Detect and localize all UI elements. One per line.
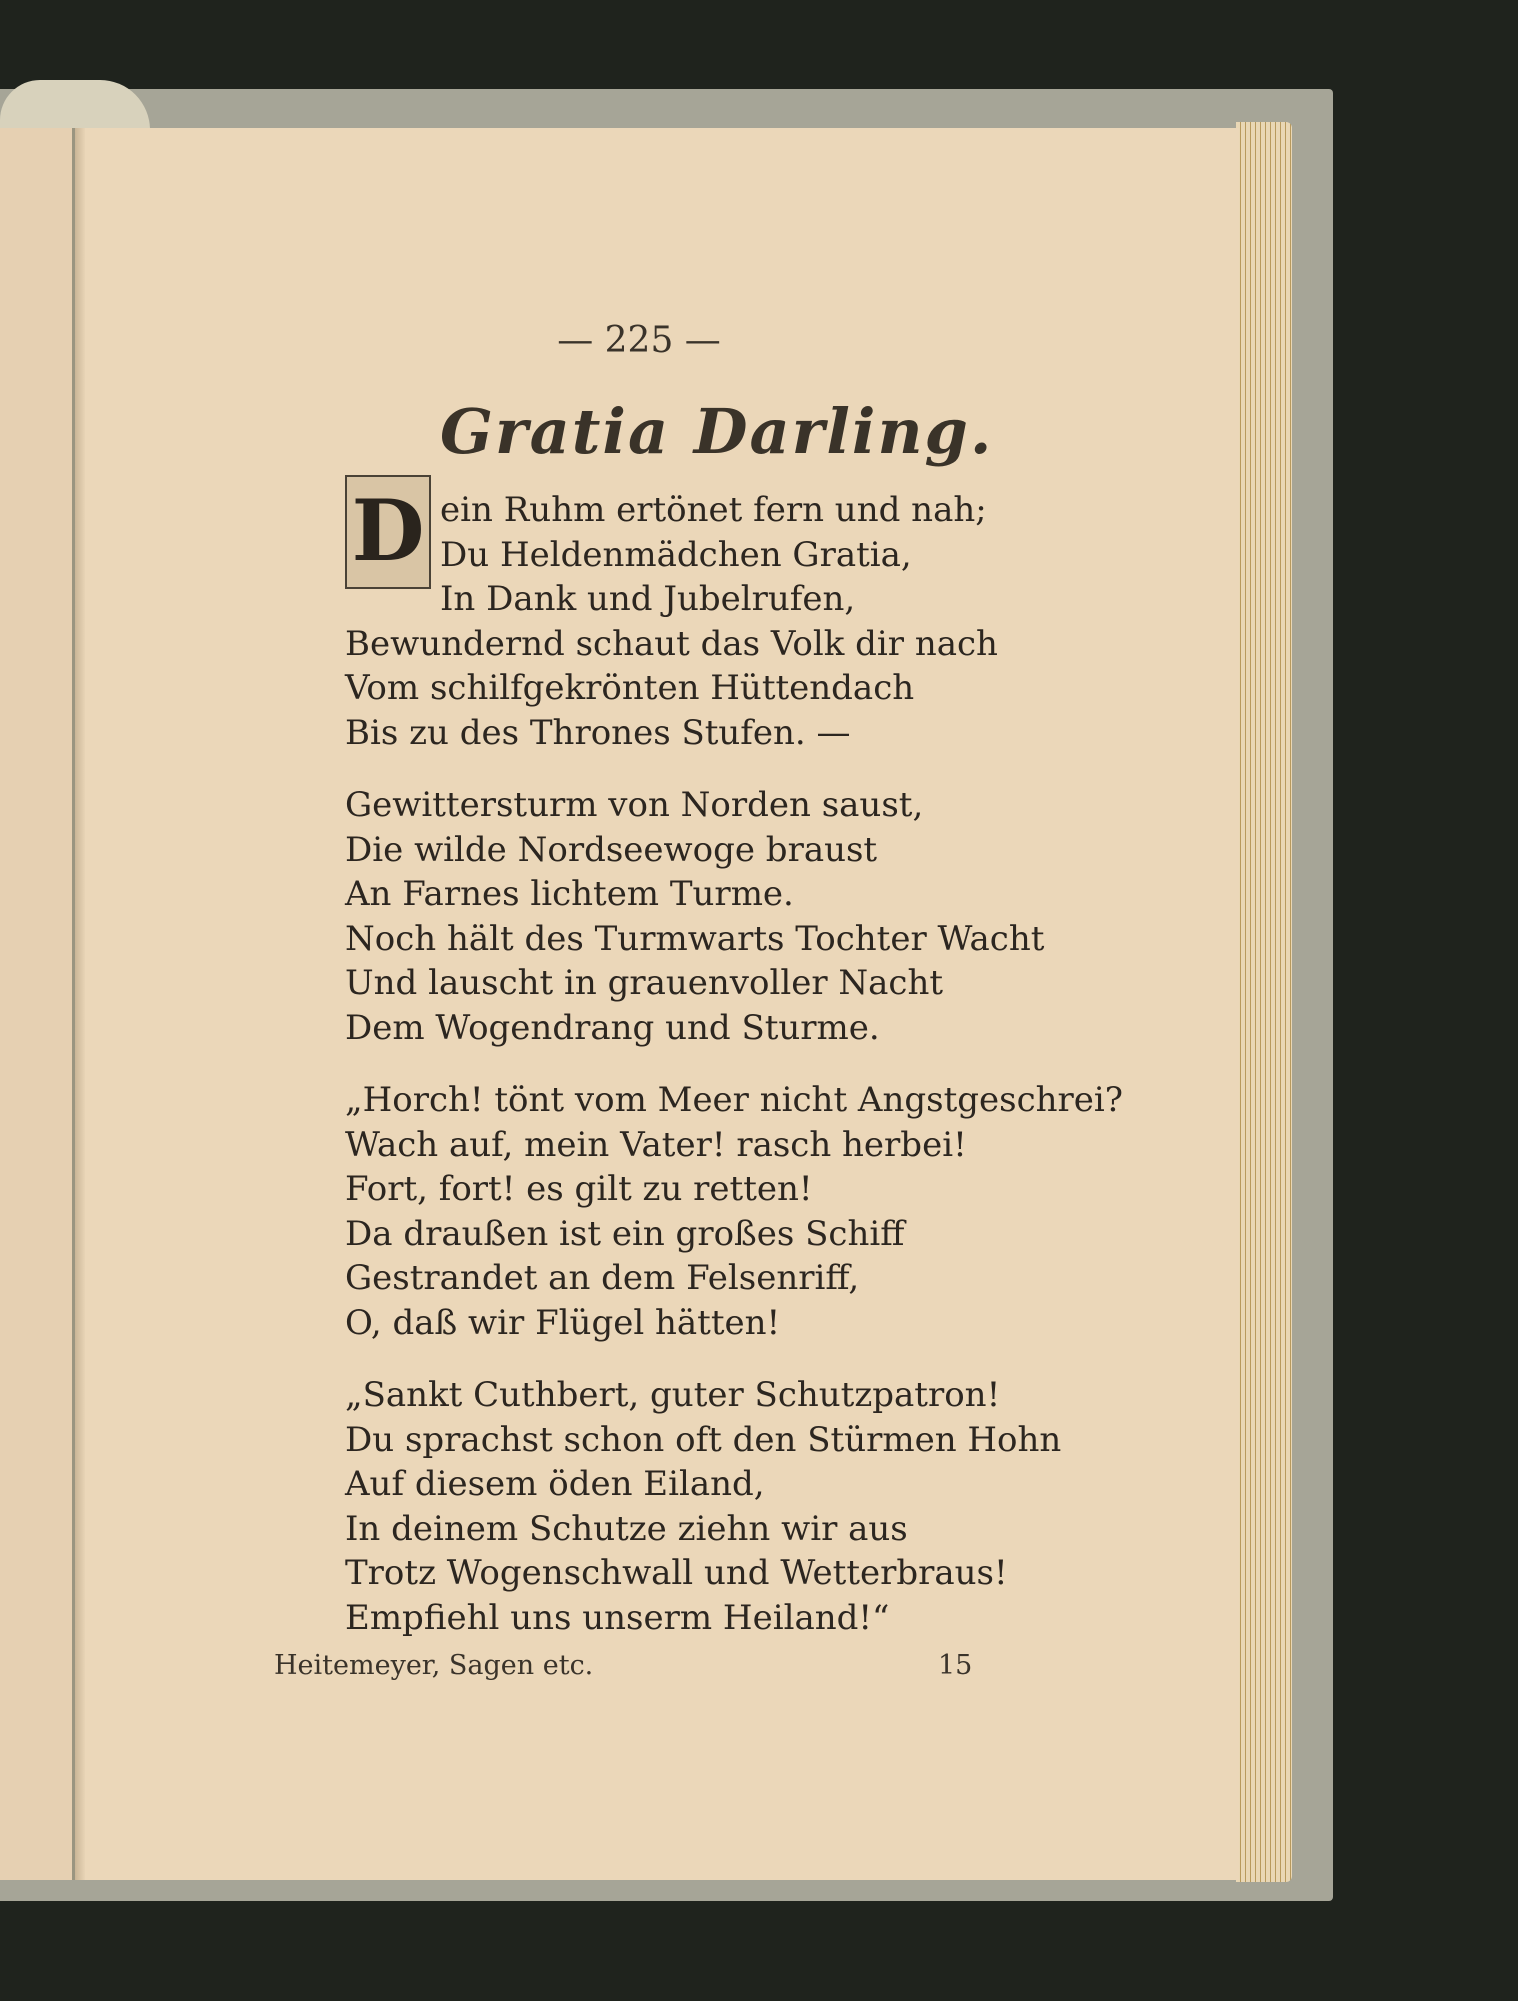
verse-line: Trotz Wogenschwall und Wetterbraus! [345, 1553, 1008, 1593]
poem-body [345, 488, 1123, 1668]
verse-line: Dem Wogendrang und Sturme. [345, 1007, 880, 1048]
sheet-number: 15 [938, 1650, 973, 1681]
page-number [0, 320, 1518, 361]
stanza [345, 783, 1123, 1050]
stanza [345, 1078, 1123, 1345]
verse-line: In Dank und Jubelrufen, [440, 579, 856, 619]
verse-line: O, daß wir Flügel hätten! [345, 1302, 781, 1343]
verse-line: An Farnes lichtem Turme. [345, 874, 794, 914]
page-edges [1236, 122, 1292, 1882]
verse-line: Vom schilfgekrönten Hüttendach [345, 668, 915, 708]
verse-line: Gewittersturm von Norden saust, [345, 785, 924, 825]
verse-line: Du sprachst schon oft den Stürmen Hohn [345, 1419, 1062, 1460]
verse-line: Bis zu des Thrones Stufen. — [345, 712, 851, 753]
page-number-text: — 225 — [557, 320, 721, 361]
verse-line: Gestrandet an dem Felsenriff, [345, 1258, 860, 1298]
verse-line: Fort, fort! es gilt zu retten! [345, 1169, 813, 1209]
verse-line: In deinem Schutze ziehn wir aus [345, 1508, 908, 1549]
verse-line: ein Ruhm ertönet fern und nah; [440, 490, 987, 530]
gutter [75, 128, 85, 1880]
verse-line: Bewundernd schaut das Volk dir nach [345, 623, 998, 664]
bookmark-ribbon [0, 80, 150, 130]
verse-line: Und lauscht in grauenvoller Nacht [345, 963, 944, 1003]
signature-line: Heitemeyer, Sagen etc. [274, 1650, 594, 1681]
verse-line: Auf diesem öden Eiland, [345, 1464, 765, 1504]
verse-line: Noch hält des Turmwarts Tochter Wacht [345, 918, 1045, 959]
decorated-initial: D [345, 475, 431, 589]
poem-title: Gratia Darling. [440, 395, 994, 468]
stanza [345, 488, 1123, 755]
verse-line: „Horch! tönt vom Meer nicht Angstgeschrei? [345, 1080, 1123, 1120]
verse-line: Die wilde Nordseewoge braust [345, 829, 878, 870]
left-page [0, 128, 75, 1880]
verse-line: Du Heldenmädchen Gratia, [440, 534, 912, 575]
verse-line: Empfiehl uns unserm Heiland!“ [345, 1597, 890, 1638]
verse-line: Wach auf, mein Vater! rasch herbei! [345, 1124, 967, 1165]
verse-line: Da draußen ist ein großes Schiff [345, 1213, 905, 1254]
verse-line: „Sankt Cuthbert, guter Schutzpatron! [345, 1375, 1001, 1415]
stanza [345, 1373, 1123, 1640]
